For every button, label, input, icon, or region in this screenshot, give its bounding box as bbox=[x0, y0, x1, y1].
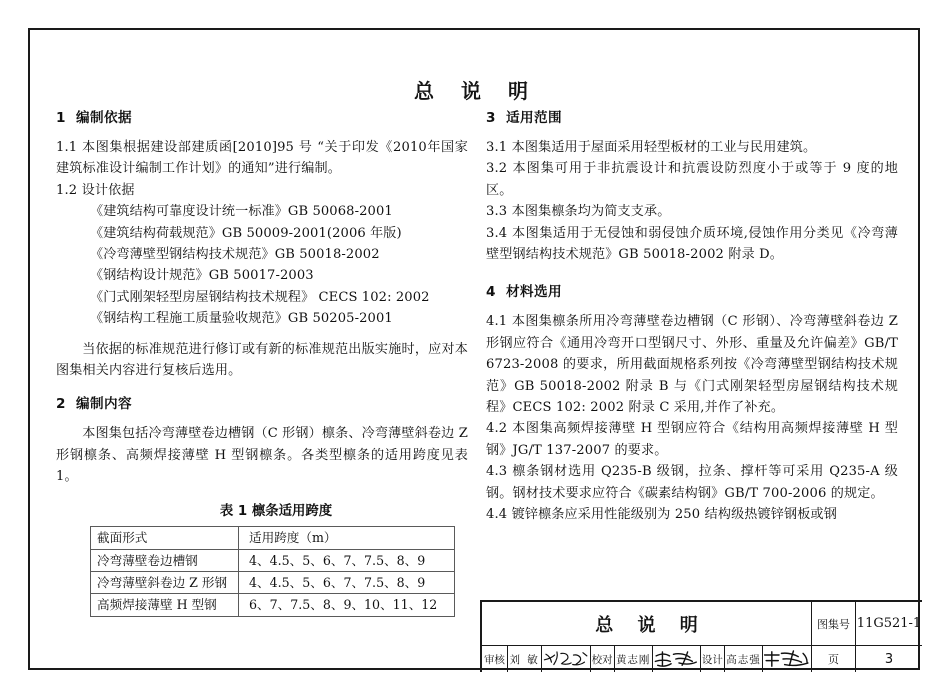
paragraph-1-1: 1.1 本图集根据建设部建质函[2010]95 号 “关于印发《2010年国家建筑标准设计编制工作计划》的通知”进行编制。 bbox=[56, 140, 468, 177]
paragraph-1-closing: 当依据的标准规范进行修订或有新的标准规范出版实施时，应对本图集相关内容进行复核后选用。 bbox=[56, 341, 468, 379]
paragraph-4-4: 4.4 镀锌檩条应采用性能级别为 250 结构级热镀锌钢板或钢 bbox=[486, 507, 838, 523]
reviewer-label: 审核 bbox=[482, 646, 508, 672]
paragraph-3-4: 3.4 本图集适用于无侵蚀和弱侵蚀介质环境,侵蚀作用分类见《冷弯薄壁型钢结构技术规范》GB 50018-2002 附录 D。 bbox=[486, 225, 898, 263]
table-cell-span: 6、7、7.5、8、9、10、11、12 bbox=[239, 594, 455, 616]
title-block bbox=[480, 600, 922, 672]
section-title-2: 编制内容 bbox=[76, 396, 132, 413]
left-column bbox=[56, 108, 468, 617]
spacer bbox=[56, 381, 468, 394]
page-number-row bbox=[812, 646, 922, 672]
section-number-1: 1 bbox=[56, 110, 66, 126]
paragraph-2-body: 本图集包括冷弯薄壁卷边槽钢（C 形钢）檩条、冷弯薄壁斜卷边 Z 形钢檩条、高频焊接薄壁 H 型钢檩条。各类型檩条的适用跨度见表 1。 bbox=[56, 426, 468, 485]
gao-zhiqiang-signature-icon bbox=[763, 646, 811, 672]
section-number-3: 3 bbox=[486, 110, 496, 126]
table-cell-span: 4、4.5、5、6、7、7.5、8、9 bbox=[239, 571, 455, 593]
title-block-right bbox=[812, 602, 922, 672]
table-header-section-form: 截面形式 bbox=[91, 527, 239, 549]
standards-list bbox=[56, 201, 468, 329]
designer-signature bbox=[763, 646, 811, 672]
drawing-frame bbox=[28, 28, 920, 670]
reviewer-signature bbox=[542, 646, 590, 672]
table-row bbox=[91, 594, 455, 616]
atlas-number-label: 图集号 bbox=[812, 602, 856, 645]
checker-label: 校对 bbox=[591, 646, 615, 672]
section-number-4: 4 bbox=[486, 284, 496, 301]
spacer bbox=[486, 265, 898, 282]
designer-label: 设计 bbox=[701, 646, 725, 672]
paragraph-4-1: 4.1 本图集檩条所用冷弯薄壁卷边槽钢（C 形钢）、冷弯薄壁斜卷边 Z 形钢应符合《通用冷弯开口型钢尺寸、外形、重量及允许偏差》GB/T 6723-2008 的要求，所用截面规格系列按《冷弯薄壁型钢结构技术规范》GB 50018-2002 附录 B 与《门式刚架轻型房屋钢结构技术规程》CECS 102: 2002 附录 C 采用,并作了补充。 bbox=[486, 314, 898, 416]
designer-name: 高志强 bbox=[725, 646, 763, 672]
section-title-3: 适用范围 bbox=[506, 110, 562, 126]
atlas-number-row bbox=[812, 602, 922, 646]
table-row bbox=[91, 549, 455, 571]
title-block-left bbox=[482, 602, 812, 672]
paragraph-3-3: 3.3 本图集檩条均为简支支承。 bbox=[486, 204, 671, 220]
table-cell-span: 4、4.5、5、6、7、7.5、8、9 bbox=[239, 549, 455, 571]
paragraph-3-1: 3.1 本图集适用于屋面采用轻型板材的工业与民用建筑。 bbox=[486, 140, 817, 155]
spacer bbox=[56, 488, 468, 501]
standard-item: 《钢结构设计规范》GB 50017-2003 bbox=[90, 268, 314, 284]
huang-zhigang-signature-icon bbox=[653, 646, 700, 672]
table-header-row bbox=[91, 527, 455, 549]
table-row bbox=[91, 571, 455, 593]
table-cell-form: 冷弯薄壁斜卷边 Z 形钢 bbox=[91, 571, 239, 593]
standard-item: 《钢结构工程施工质量验收规范》GB 50205-2001 bbox=[90, 311, 393, 327]
paragraph-1-2: 1.2 设计依据 bbox=[56, 182, 135, 198]
section-title-1: 编制依据 bbox=[76, 110, 132, 126]
standard-item: 《门式刚架轻型房屋钢结构技术规程》 CECS 102: 2002 bbox=[90, 289, 430, 305]
section-heading-1 bbox=[56, 108, 468, 128]
section-heading-3 bbox=[486, 108, 898, 128]
page-value: 3 bbox=[884, 651, 894, 667]
liu-min-signature-icon bbox=[542, 646, 589, 672]
paragraph-4-3: 4.3 檩条钢材选用 Q235-B 级钢，拉条、撑杆等可采用 Q235-A 级钢。钢材技术要求应符合《碳素结构钢》GB/T 700-2006 的规定。 bbox=[486, 464, 898, 501]
checker-name: 黄志刚 bbox=[615, 646, 653, 672]
table-cell-form: 冷弯薄壁卷边槽钢 bbox=[91, 549, 239, 571]
paragraph-4-2: 4.2 本图集高频焊接薄壁 H 型钢应符合《结构用高频焊接薄壁 H 型钢》JG/T 137-2007 的要求。 bbox=[486, 421, 898, 458]
page-label: 页 bbox=[812, 646, 856, 672]
drawing-name: 总 说 明 bbox=[482, 602, 811, 646]
table-header-span: 适用跨度（m） bbox=[239, 527, 455, 549]
standard-item: 《建筑结构荷载规范》GB 50009-2001(2006 年版) bbox=[90, 225, 402, 241]
standard-item: 《建筑结构可靠度设计统一标准》GB 50068-2001 bbox=[90, 204, 393, 220]
section-heading-2 bbox=[56, 394, 468, 414]
section-title-4: 材料选用 bbox=[506, 284, 562, 301]
right-column bbox=[486, 108, 898, 526]
page-title: 总 说 明 bbox=[414, 79, 538, 103]
atlas-number-value: 11G521-1 bbox=[856, 616, 922, 631]
span-table bbox=[90, 526, 455, 617]
section-heading-4 bbox=[486, 282, 898, 302]
spacer bbox=[56, 330, 468, 339]
signature-row bbox=[482, 646, 811, 672]
reviewer-name: 刘 敏 bbox=[508, 646, 542, 672]
table-caption: 表 1 檩条适用跨度 bbox=[219, 503, 333, 519]
standard-item: 《冷弯薄壁型钢结构技术规范》GB 50018-2002 bbox=[90, 247, 380, 263]
checker-signature bbox=[653, 646, 701, 672]
paragraph-3-2: 3.2 本图集可用于非抗震设计和抗震设防烈度小于或等于 9 度的地区。 bbox=[486, 161, 898, 198]
table-cell-form: 高频焊接薄壁 H 型钢 bbox=[91, 594, 239, 616]
section-number-2: 2 bbox=[56, 396, 66, 413]
